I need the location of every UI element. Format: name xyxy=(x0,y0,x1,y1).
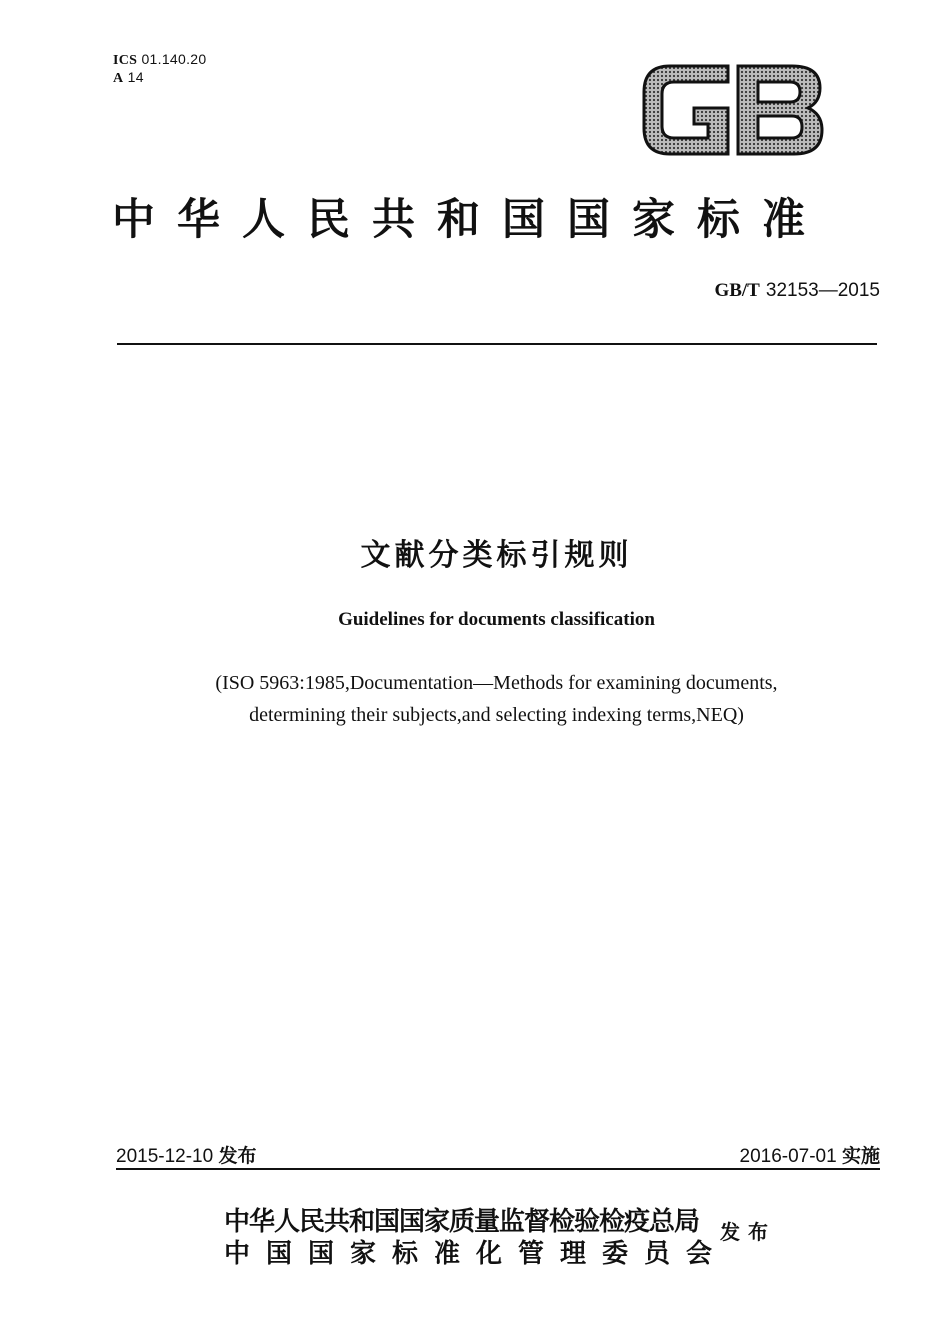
implementation-date: 2016-07-01 实施 xyxy=(739,1145,880,1167)
header-divider xyxy=(117,343,877,345)
issue-date: 2015-12-10 发布 xyxy=(116,1145,257,1167)
gb-logo xyxy=(640,62,826,158)
publisher-sac: 中国国家标准化管理委员会 xyxy=(224,1239,729,1269)
iso-reference-line1: (ISO 5963:1985,Documentation—Methods for examining documents, xyxy=(215,672,778,694)
document-title-cn: 文献分类标引规则 xyxy=(360,538,633,573)
standard-prefix: GB/T xyxy=(714,280,760,301)
iso-reference-line2: determining their subjects,and selecting indexing terms,NEQ) xyxy=(249,704,744,726)
publish-label: 发布 xyxy=(720,1220,776,1244)
logo-text: GB xyxy=(640,62,642,63)
publisher-aqsiq: 中华人民共和国国家质量监督检验检疫总局 xyxy=(224,1207,700,1237)
standard-number xyxy=(660,279,880,302)
standard-code: 32153—2015 xyxy=(765,280,880,301)
footer-divider xyxy=(116,1168,880,1170)
ics-code: ICS 01.140.20 xyxy=(113,51,207,68)
national-standard-title: 中华人民共和国国家标准 xyxy=(112,195,827,245)
document-title-en: Guidelines for documents classification xyxy=(338,609,655,630)
ccs-code: A 14 xyxy=(113,69,144,86)
classification-codes xyxy=(113,51,206,87)
